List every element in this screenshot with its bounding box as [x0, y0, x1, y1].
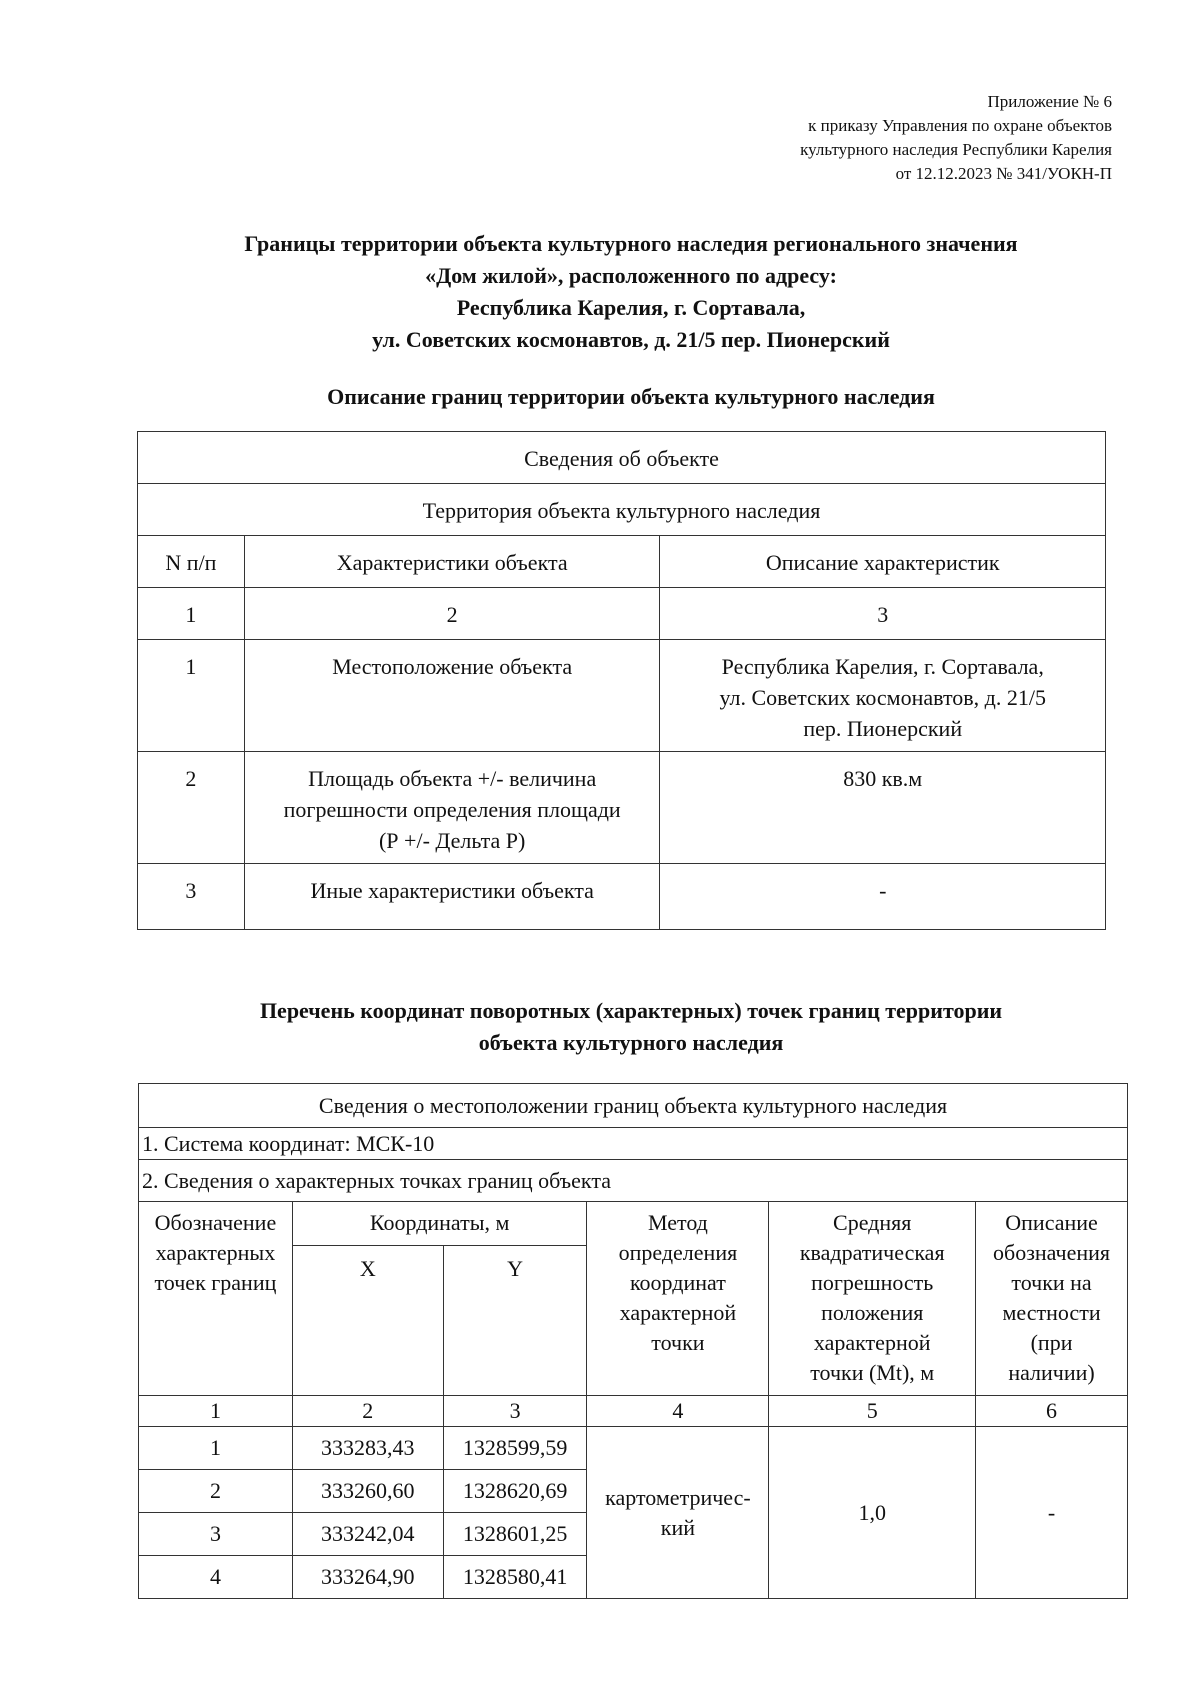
method-header — [587, 1202, 769, 1396]
table-row — [139, 1202, 1128, 1246]
cell-line: кий — [660, 1514, 696, 1540]
table-row — [139, 1128, 1128, 1160]
point-label-header — [139, 1202, 293, 1396]
y-value: 1328580,41 — [443, 1556, 587, 1599]
characteristic-cell — [244, 640, 660, 752]
table-row — [138, 536, 1106, 588]
cell-line: точки — [651, 1330, 705, 1355]
number-cell: 6 — [976, 1396, 1128, 1427]
cell-line: картометричес- — [605, 1484, 751, 1510]
table-row — [138, 640, 1106, 752]
cell-line: характерной — [619, 1300, 737, 1325]
section1-heading — [0, 381, 1200, 413]
x-header: X — [292, 1246, 443, 1396]
cell-line: наличии) — [1008, 1360, 1095, 1385]
object-header-cell: Сведения об объекте — [138, 432, 1106, 484]
error-value: 1,0 — [769, 1427, 976, 1599]
title-line: «Дом жилой», расположенного по адресу: — [425, 263, 837, 288]
cell-line: местности — [1002, 1300, 1101, 1325]
table-row — [138, 484, 1106, 536]
number-cell: 3 — [660, 588, 1106, 640]
cell-line: Республика Карелия, г. Сортавала, — [721, 654, 1044, 679]
table-row — [138, 864, 1106, 930]
title-line: Республика Карелия, г. Сортавала, — [456, 295, 806, 320]
cell-line: характерной — [813, 1330, 931, 1355]
object-info-table — [137, 431, 1106, 930]
header-cell: Описание характеристик — [660, 536, 1106, 588]
territory-header-cell: Территория объекта культурного наследия — [138, 484, 1106, 536]
cell-line: (при — [1030, 1330, 1073, 1355]
x-value: 333260,60 — [292, 1470, 443, 1513]
number-cell: 5 — [769, 1396, 976, 1427]
description-cell — [660, 864, 1106, 930]
cell-line: квадратическая — [799, 1240, 945, 1265]
x-value: 333283,43 — [292, 1427, 443, 1470]
row-number: 2 — [138, 752, 245, 864]
x-value: 333264,90 — [292, 1556, 443, 1599]
appendix-line: от 12.12.2023 № 341/УОКН-П — [895, 164, 1112, 183]
description-cell — [660, 640, 1106, 752]
location-title-cell: Сведения о местоположении границ объекта культурного наследия — [139, 1084, 1128, 1128]
cell-line: 830 кв.м — [843, 766, 923, 791]
cell-line: Местоположение объекта — [332, 654, 573, 679]
y-value: 1328601,25 — [443, 1513, 587, 1556]
y-value: 1328599,59 — [443, 1427, 587, 1470]
appendix-line: к приказу Управления по охране объектов — [808, 116, 1112, 135]
cell-line: ул. Советских космонавтов, д. 21/5 — [719, 685, 1046, 710]
points-info-cell: 2. Сведения о характерных точках границ объекта — [139, 1160, 1128, 1202]
title-line: ул. Советских космонавтов, д. 21/5 пер. Пионерский — [372, 327, 890, 352]
row-number: 3 — [138, 864, 245, 930]
cell-line: погрешность — [811, 1270, 934, 1295]
error-header — [769, 1202, 976, 1396]
appendix-reference — [800, 90, 1112, 186]
table-row — [138, 752, 1106, 864]
title-line: Границы территории объекта культурного наследия регионального значения — [244, 231, 1018, 256]
table-row — [138, 588, 1106, 640]
table-row — [139, 1160, 1128, 1202]
table-row — [139, 1396, 1128, 1427]
cell-line: точек границ — [154, 1270, 277, 1295]
point-description-value: - — [976, 1427, 1128, 1599]
section2-heading — [0, 995, 1200, 1059]
x-value: 333242,04 — [292, 1513, 443, 1556]
row-number: 1 — [138, 640, 245, 752]
cell-line: обозначения — [993, 1240, 1111, 1265]
number-cell: 4 — [587, 1396, 769, 1427]
cell-line: положения — [821, 1300, 924, 1325]
coordinates-header: Координаты, м — [292, 1202, 587, 1246]
point-number: 1 — [139, 1427, 293, 1470]
number-cell: 1 — [139, 1396, 293, 1427]
description-cell — [660, 752, 1106, 864]
header-cell: N п/п — [138, 536, 245, 588]
number-cell: 2 — [244, 588, 660, 640]
section2-heading-line: объекта культурного наследия — [478, 1030, 784, 1055]
y-header: Y — [443, 1246, 587, 1396]
table-row — [139, 1427, 1128, 1470]
cell-line: характерных — [155, 1240, 276, 1265]
document-title — [0, 228, 1200, 356]
cell-line: Обозначение — [154, 1210, 277, 1235]
number-cell: 2 — [292, 1396, 443, 1427]
header-cell: Характеристики объекта — [244, 536, 660, 588]
point-description-header — [976, 1202, 1128, 1396]
method-cell — [587, 1427, 769, 1599]
appendix-line: культурного наследия Республики Карелия — [800, 140, 1112, 159]
coordinates-table — [138, 1083, 1128, 1599]
coordinate-system-cell: 1. Система координат: МСК-10 — [139, 1128, 1128, 1160]
table-row — [138, 432, 1106, 484]
section1-heading-text: Описание границ территории объекта культурного наследия — [327, 384, 935, 409]
cell-line: Метод — [647, 1210, 708, 1235]
cell-line: определения — [618, 1240, 738, 1265]
cell-line: Иные характеристики объекта — [310, 878, 594, 903]
point-number: 3 — [139, 1513, 293, 1556]
cell-line: Средняя — [833, 1210, 912, 1235]
cell-line: (Р +/- Дельта Р) — [378, 828, 526, 853]
cell-line: погрешности определения площади — [283, 797, 621, 822]
cell-line: точки на — [1011, 1270, 1092, 1295]
cell-line: точки (Mt), м — [810, 1360, 935, 1385]
section2-heading-line: Перечень координат поворотных (характерных) точек границ территории — [259, 998, 1003, 1023]
cell-line: пер. Пионерский — [803, 716, 963, 741]
characteristic-cell — [244, 864, 660, 930]
characteristic-cell — [244, 752, 660, 864]
table-row — [139, 1084, 1128, 1128]
point-number: 4 — [139, 1556, 293, 1599]
cell-line: Описание — [1005, 1210, 1098, 1235]
cell-line: - — [879, 878, 887, 903]
cell-line: Площадь объекта +/- величина — [308, 766, 597, 791]
number-cell: 1 — [138, 588, 245, 640]
appendix-line: Приложение № 6 — [987, 92, 1112, 111]
cell-line: координат — [629, 1270, 726, 1295]
y-value: 1328620,69 — [443, 1470, 587, 1513]
point-number: 2 — [139, 1470, 293, 1513]
number-cell: 3 — [443, 1396, 587, 1427]
